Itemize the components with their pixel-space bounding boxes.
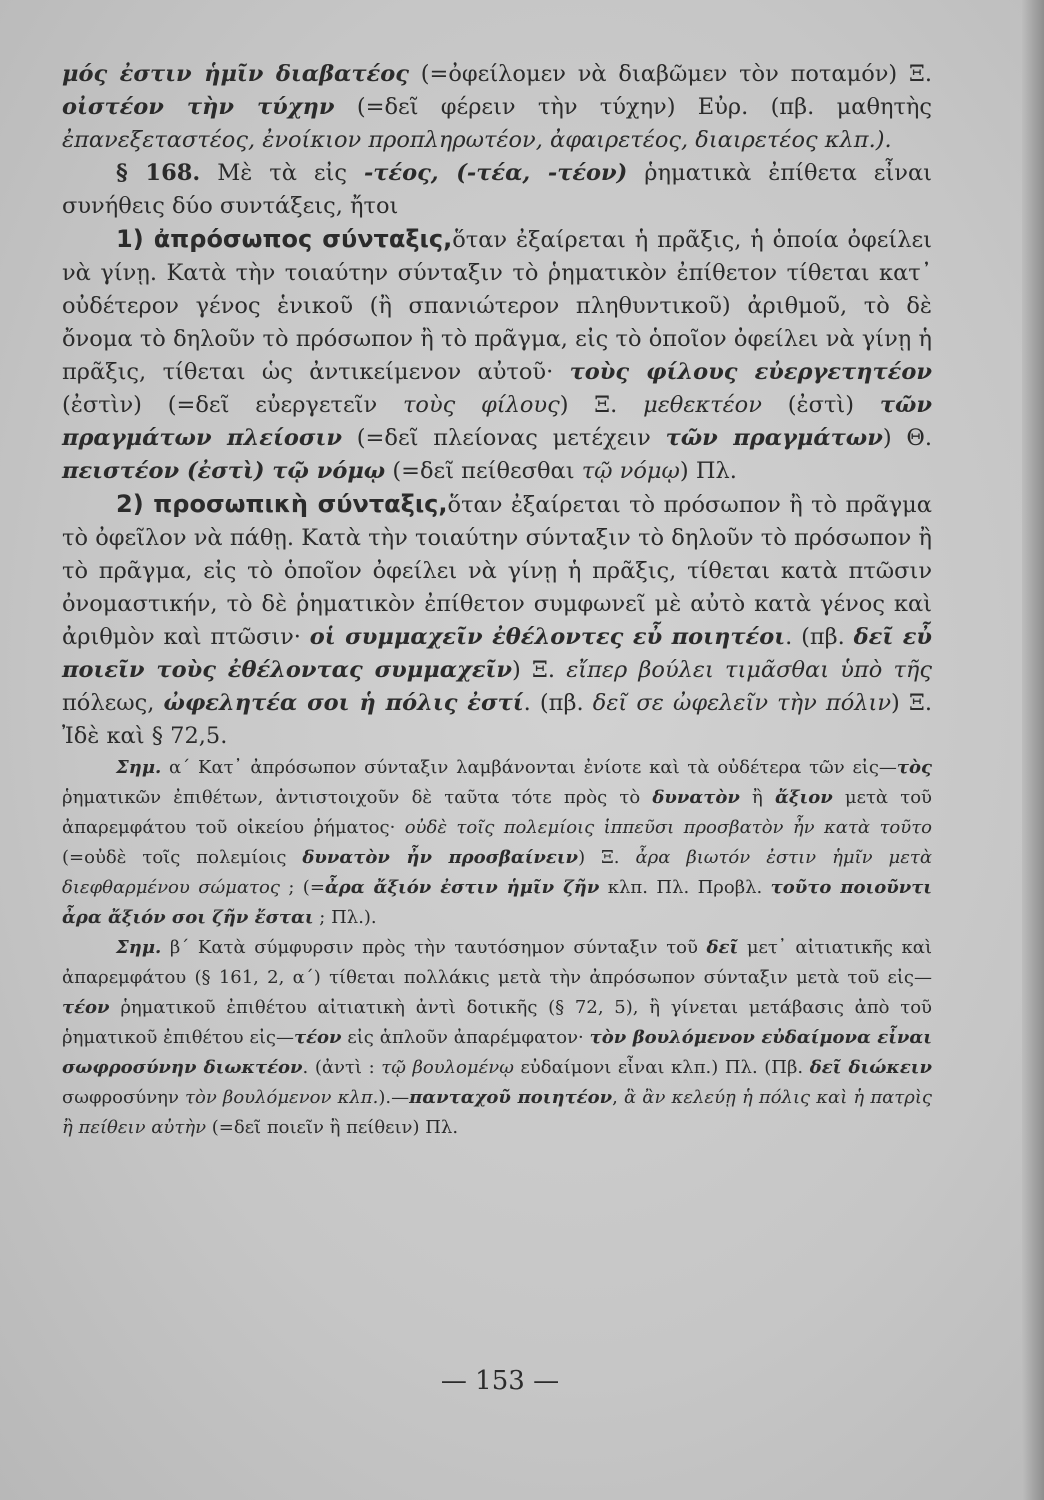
example-text: οἰστέον τὴν τύχην [62,94,335,120]
example-text: δεῖ [706,937,739,958]
example-text: τῷ βουλομένῳ [381,1057,514,1078]
note-text: ) Ξ. [578,847,636,868]
note-label: Σημ. [116,937,162,958]
suffix-text: -τέος, (-τέα, -τέον) [363,160,628,186]
example-text: εἴπερ βούλει τιμᾶσθαι ὑπὸ τῆς [566,657,932,683]
paragraph-text: πόλεως, [62,690,164,716]
paragraph-text: ῥηματικὰ ἐπίθετα εἶναι συνήθεις δύο συντάξεις, ἤτοι [62,160,932,219]
example-text: τοὺς φίλους εὐεργετητέον [569,359,932,385]
note-text: σωφροσύνην [62,1087,186,1108]
paragraph-text: ) Ξ. Ἰδὲ καὶ § 72,5. [62,690,932,749]
paragraph-text: (=δεῖ φέρειν τὴν τύχην) Εὐρ. (πβ. μαθητὴς [334,94,932,120]
example-text: δεῖ εὖ ποιεῖν τοὺς ἐθέλοντας συμμαχεῖν [62,624,933,683]
note-text: β΄ Κατὰ σύμφυρσιν πρὸς τὴν ταυτόσημον σύνταξιν τοῦ [161,937,707,958]
example-text: τὸν βουλόμενον κλπ. [185,1087,379,1108]
example-text: ὠφελητέα σοι ἡ πόλις ἐστί [163,690,524,716]
note-text: ).— [378,1087,410,1108]
note-alpha [62,753,932,933]
personal-construction [62,488,932,753]
note-label: Σημ. [116,757,162,778]
note-text: μετ᾽ αἰτιατικῆς καὶ ἀπαρεμφάτου (§ 161, 2, α΄) τίθεται πολλάκις μετὰ τὴν ἀπρόσωπον σύνταξιν μετὰ τοῦ εἰς— [62,937,932,988]
example-text: δυνατὸν ἦν προσβαίνειν [302,847,579,868]
example-text: ἄξιον [775,787,833,808]
paragraph-text: (ἐστὶν) (=δεῖ εὐεργετεῖν [62,392,403,418]
paragraph-text: (=δεῖ πείθεσθαι [385,458,582,484]
example-text: τοὺς φίλους [402,392,560,418]
example-text: πειστέον (ἐστὶ) τῷ νόμῳ [62,458,386,484]
paragraph-text: ὅταν ἐξαίρεται ἡ πρᾶξις, ἡ ὁποία ὀφείλει νὰ γίνῃ. Κατὰ τὴν τοιαύτην σύνταξιν τὸ ῥηματικὸν ἐπίθετον τίθεται κατ᾽ οὐδέτερον γένος ἑνικοῦ (ἢ σπανιώτερον πληθυντικοῦ) ἀριθμοῦ, τὸ δὲ ὄνομα τὸ δηλοῦν τὸ πρόσωπον ἢ τὸ πρᾶγμα, εἰς τὸ ὁποῖον ὀφείλει νὰ γίνῃ ἡ πρᾶξις, τίθεται ὡς ἀντικείμενον αὐτοῦ· [62,227,932,385]
paragraph-text: ) Θ. [882,425,933,451]
example-text: τὸν βουλόμενον εὐδαίμονα εἶναι σωφροσύνην διωκτέον [62,1027,932,1078]
note-text: ; (= [279,877,325,898]
example-text: τῷ νόμῳ [581,458,680,484]
example-text: δεῖ σε ὠφελεῖν τὴν πόλιν [592,690,892,716]
note-text: ἢ [739,787,776,808]
paragraph-text: . (πβ. [785,624,854,650]
note-beta [62,933,932,1143]
example-text: δεῖ διώκειν [809,1057,932,1078]
note-text: (=δεῖ ποιεῖν ἢ πείθειν) Πλ. [206,1117,459,1138]
example-text: ἆρα βιωτόν ἐστιν ἡμῖν μετὰ διεφθαρμένου σώματος [62,847,933,898]
note-text: . (ἀντὶ : [302,1057,382,1078]
example-text: τῶν πραγμάτων πλείοσιν [62,392,932,451]
note-text: εὐδαίμονι εἶναι κλπ.) Πλ. (Πβ. [513,1057,810,1078]
paragraph-text: ) Ξ. [512,657,567,683]
page-number: — 153 — [440,1366,560,1396]
example-text: τέον [62,997,110,1018]
paragraph-text: Μὲ τὰ εἰς [200,160,364,186]
paragraph-continuation [62,58,932,157]
example-text: ἃ ἂν κελεύῃ ἡ πόλις καὶ ἡ πατρὶς ἢ πείθειν αὐτὴν [62,1087,932,1138]
example-text: οὐδὲ τοῖς πολεμίοις ἱππεῦσι προσβατὸν ἦν κατὰ τοῦτο [404,817,932,838]
subsection-heading: 1) ἀπρόσωπος σύνταξις, [116,225,453,253]
example-text: τέον [293,1027,342,1048]
example-text: πανταχοῦ ποιητέον [409,1087,613,1108]
note-text: ῥηματικοῦ ἐπιθέτου αἰτιατικὴ ἀντὶ δοτικῆς (§ 72, 5), ἢ γίνεται μετάβασις ἀπὸ τοῦ ῥηματικοῦ ἐπιθέτου εἰς— [62,997,932,1048]
note-text: κλπ. Πλ. Προβλ. [599,877,771,898]
paragraph-text: ὅταν ἐξαίρεται τὸ πρόσωπον ἢ τὸ πρᾶγμα τὸ ὀφεῖλον νὰ πάθῃ. Κατὰ τὴν τοιαύτην σύνταξιν τὸ δηλοῦν τὸ πρόσωπον ἢ τὸ πρᾶγμα, εἰς τὸ ὁποῖον ὀφείλει νὰ γίνῃ ἡ πρᾶξις, τίθεται κατὰ πτῶσιν ὀνομαστικήν, τὸ δὲ ῥηματικὸν ἐπίθετον συμφωνεῖ μὲ αὐτὸ κατὰ γένος καὶ ἀριθμὸν καὶ πτῶσιν· [62,492,932,650]
note-text: , [612,1087,624,1108]
example-text: ἆρα ἄξιόν ἐστιν ἡμῖν ζῆν [324,877,600,898]
section-number: § 168. [116,160,201,186]
impersonal-construction [62,223,932,488]
note-text: ῥηματικῶν ἐπιθέτων, ἀντιστοιχοῦν δὲ ταῦτα τότε πρὸς τὸ [62,787,653,808]
paragraph-text: (ἐστὶ) [761,392,880,418]
paragraph-text: ) Ξ. [559,392,644,418]
example-text: τῶν πραγμάτων [665,425,883,451]
example-text: ἐπανεξεταστέος, ἐνοίκιον προπληρωτέον, ἀφαιρετέος, διαιρετέος κλπ.). [62,127,892,153]
note-text: α΄ Κατ᾽ ἀπρόσωπον σύνταξιν λαμβάνονται ἐνίοτε καὶ τὰ οὐδέτερα τῶν εἰς— [161,757,897,778]
example-text: τοῦτο ποιοῦντι ἆρα ἄξιόν σοι ζῆν ἔσται [62,877,933,928]
note-text: ; Πλ.). [313,907,377,928]
note-text: μετὰ τοῦ ἀπαρεμφάτου τοῦ οἰκείου ῥήματος· [62,787,932,838]
paragraph-text: ) Πλ. [679,458,737,484]
subsection-heading: 2) προσωπικὴ σύνταξις, [116,490,448,518]
note-text: εἰς ἁπλοῦν ἀπαρέμφατον· [341,1027,590,1048]
example-text: δυνατὸν [652,787,740,808]
page-edge-shadow [1022,0,1044,1500]
example-text: οἱ συμμαχεῖν ἐθέλοντες εὖ ποιητέοι [309,624,786,650]
example-text: μός ἐστιν ἡμῖν διαβατέος [62,61,409,87]
paragraph-text: . (πβ. [523,690,593,716]
example-text: μεθεκτέον [643,392,762,418]
note-text: (=οὐδὲ τοῖς πολεμίοις [62,847,303,868]
paragraph-text: (=δεῖ πλείονας μετέχειν [341,425,666,451]
page-body [62,58,932,1143]
section-168 [62,157,932,223]
example-text: τὸς [896,757,932,778]
paragraph-text: (=ὀφείλομεν νὰ διαβῶμεν τὸν ποταμόν) Ξ. [408,61,932,87]
